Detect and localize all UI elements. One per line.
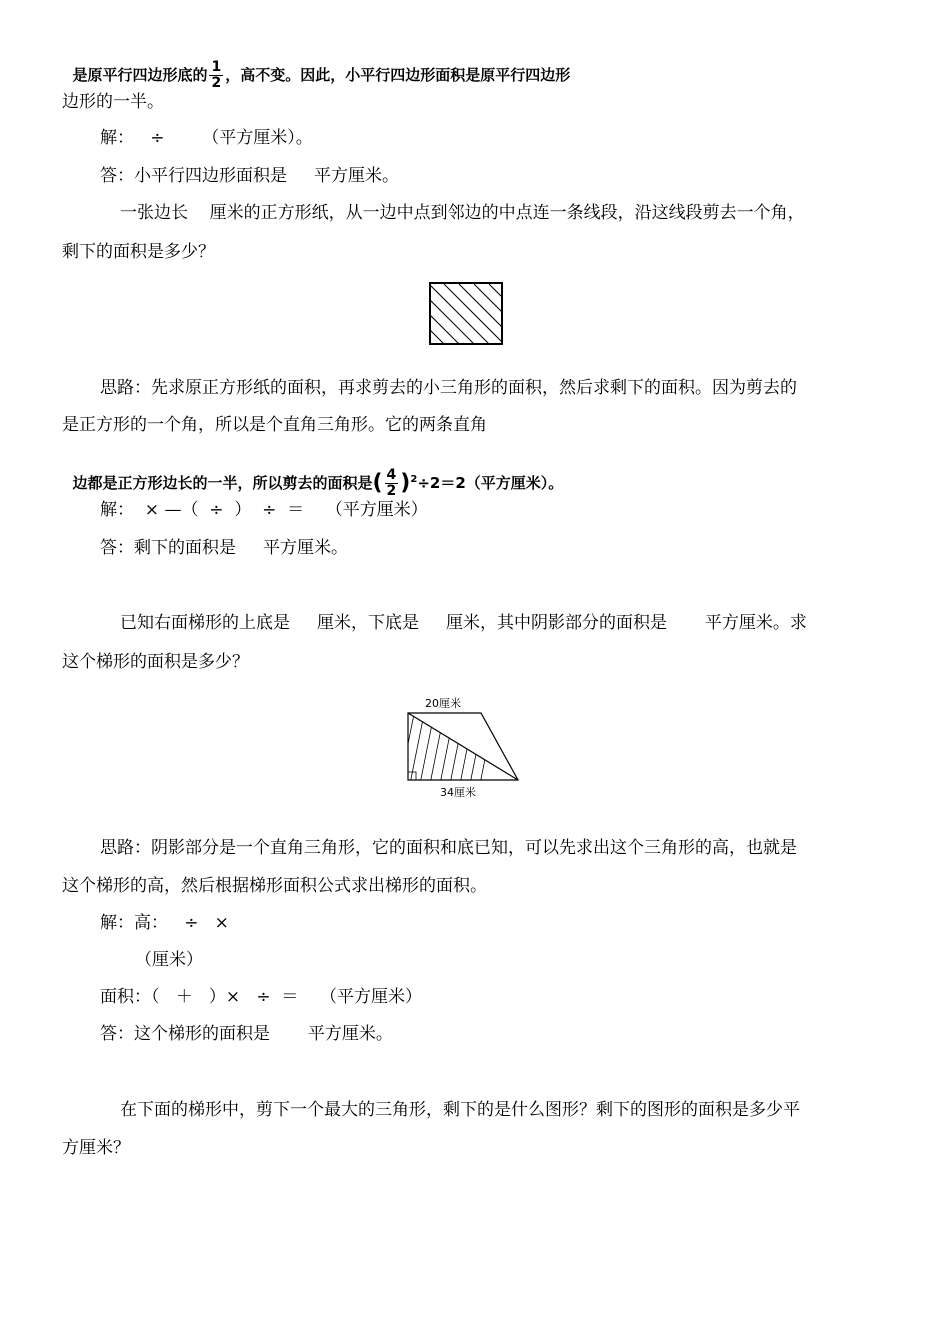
text-line-15: 这个梯形的高，然后根据梯形面积公式求出梯形的面积。	[62, 876, 487, 896]
text-line-13: 这个梯形的面积是多少？	[62, 652, 249, 672]
text-line-11: 答：剩下的面积是 平方厘米。	[100, 538, 349, 558]
paren-close: )	[400, 470, 411, 496]
text-line-5: 一张边长 厘米的正方形纸，从一边中点到邻边的中点连一条线段，沿这线段剪去一个角，	[120, 203, 805, 223]
text-line-1	[62, 40, 570, 91]
top-base-label: 20厘米	[425, 697, 461, 710]
text-segment: ，高不变。因此，小平行四边形面积是原平行四边形	[225, 66, 571, 84]
text-line-12: 已知右面梯形的上底是 厘米，下底是 厘米，其中阴影部分的面积是 平方厘米。求	[120, 613, 807, 633]
text-line-10: 解： × —（ ÷ ） ÷ ＝ （平方厘米）	[100, 500, 428, 520]
exponent: 2	[410, 474, 418, 485]
text-line-9	[62, 448, 563, 499]
text-line-16: 解：高： ÷ ×	[100, 913, 229, 933]
text-line-4: 答：小平行四边形面积是 平方厘米。	[100, 166, 400, 186]
hatched-square-figure	[429, 282, 505, 346]
text-line-6: 剩下的面积是多少？	[62, 242, 215, 262]
paren-open: (	[372, 470, 383, 496]
text-line-18: 面积：（ ＋ ）× ÷ ＝ （平方厘米）	[100, 987, 423, 1007]
bottom-base-label: 34厘米	[440, 786, 476, 799]
text-line-8: 是正方形的一个角，所以是个直角三角形。它的两条直角	[62, 415, 487, 435]
text-segment: 是原平行四边形底的	[72, 66, 208, 84]
text-line-2: 边形的一半。	[62, 92, 164, 112]
text-segment: 边都是正方形边长的一半，所以剪去的面积是	[72, 474, 373, 492]
text-line-21: 方厘米？	[62, 1138, 130, 1158]
text-line-20: 在下面的梯形中，剪下一个最大的三角形，剩下的是什么图形？剩下的图形的面积是多少平	[120, 1100, 800, 1120]
text-line-17: （厘米）	[135, 950, 203, 970]
text-line-14: 思路：阴影部分是一个直角三角形，它的面积和底已知，可以先求出这个三角形的高，也就是	[100, 838, 797, 858]
fraction-four-halves: $\frac{4}{2}$	[386, 467, 397, 499]
fraction-one-half: $\frac{1}{2}$	[211, 59, 222, 91]
trapezoid-figure	[400, 694, 530, 804]
text-line-3: 解： ÷ （平方厘米）。	[100, 128, 313, 148]
text-line-19: 答：这个梯形的面积是 平方厘米。	[100, 1024, 393, 1044]
text-segment: ÷2＝2（平方厘米）。	[417, 474, 564, 492]
text-line-7: 思路：先求原正方形纸的面积，再求剪去的小三角形的面积，然后求剩下的面积。因为剪去的	[100, 378, 797, 398]
